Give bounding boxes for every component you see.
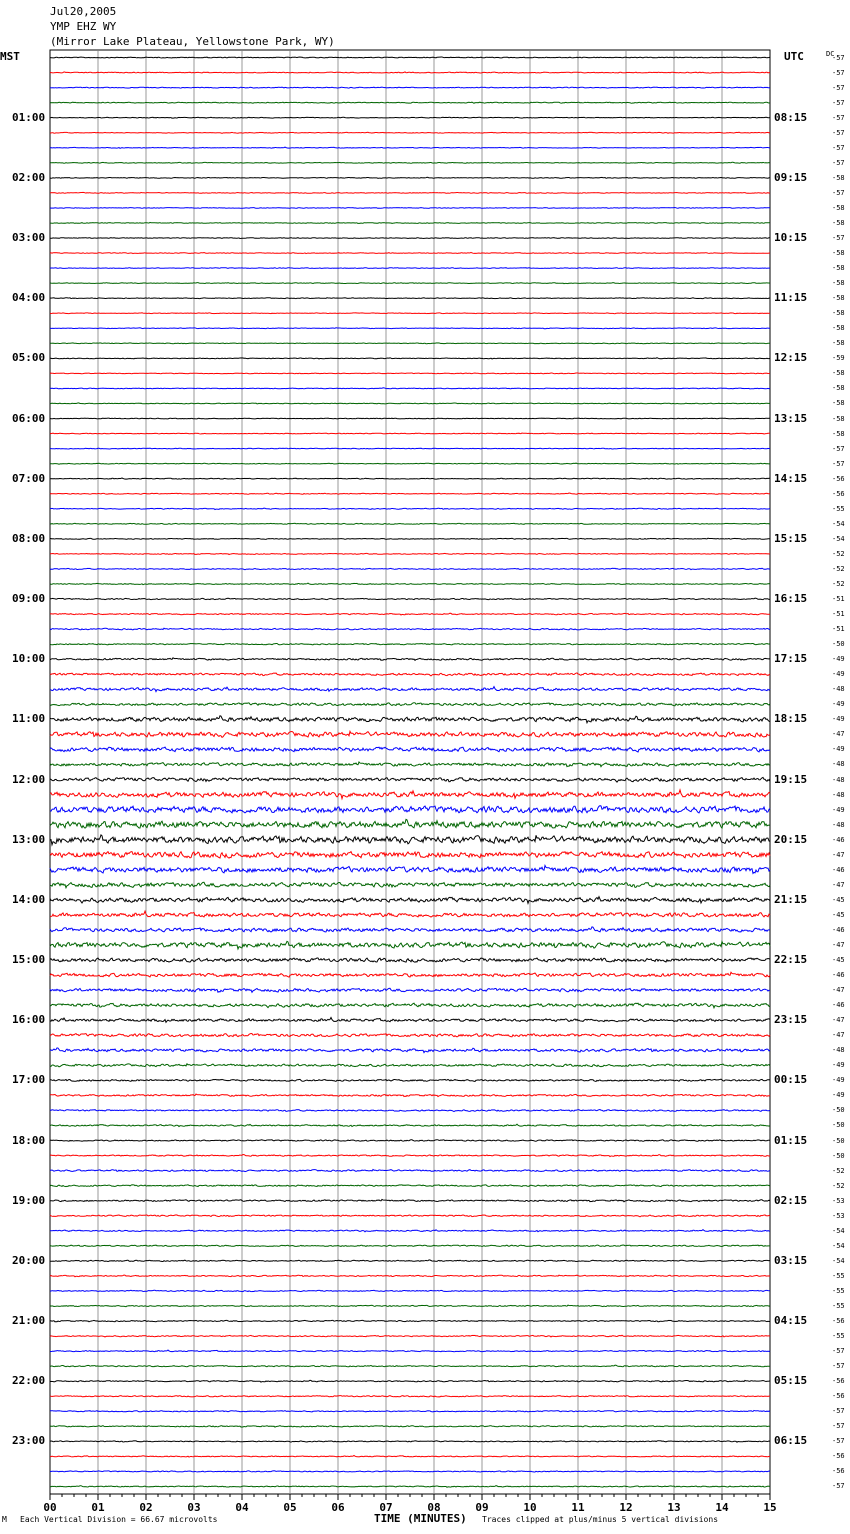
dc-offset-label: -58 <box>832 369 845 378</box>
dc-offset-label: -49 <box>832 1076 845 1085</box>
left-timezone-label: MST <box>0 50 20 63</box>
dc-offset-label: -50 <box>832 1136 845 1145</box>
dc-offset-label: -49 <box>832 1061 845 1070</box>
dc-offset-label: -56 <box>832 474 845 483</box>
dc-offset-label: -57 <box>832 68 845 77</box>
mst-hour-label: 17:00 <box>12 1073 46 1087</box>
trace-line <box>50 598 770 600</box>
mst-hour-label: 13:00 <box>12 832 46 846</box>
mst-hour-label: 04:00 <box>12 291 46 305</box>
trace-line <box>50 1064 770 1067</box>
dc-offset-label: -46 <box>832 835 845 844</box>
utc-hour-label: 03:15 <box>774 1253 808 1267</box>
trace-line <box>50 790 770 799</box>
x-tick-label: 11 <box>571 1501 585 1514</box>
dc-offset-label: -47 <box>832 880 845 889</box>
trace-line <box>50 1350 770 1352</box>
dc-offset-label: -55 <box>832 1301 845 1310</box>
trace-line <box>50 613 770 615</box>
dc-offset-label: -56 <box>832 1317 845 1326</box>
trace-line <box>50 373 770 374</box>
trace-line <box>50 1320 770 1321</box>
dc-offset-label: -58 <box>832 173 845 182</box>
dc-offset-label: -52 <box>832 564 845 573</box>
trace-line <box>50 835 770 845</box>
dc-offset-label: -46 <box>832 865 845 874</box>
dc-offset-label: -56 <box>832 1452 845 1461</box>
dc-offset-label: -57 <box>832 158 845 167</box>
utc-hour-label: 13:15 <box>774 411 808 425</box>
x-tick-label: 09 <box>475 1501 489 1514</box>
mst-hour-label: 12:00 <box>12 772 46 786</box>
trace-line <box>50 1290 770 1291</box>
trace-line <box>50 283 770 284</box>
dc-offset-label: -52 <box>832 549 845 558</box>
trace-line <box>50 1034 770 1037</box>
trace-line <box>50 478 770 479</box>
trace-line <box>50 583 770 585</box>
utc-hour-label: 02:15 <box>774 1193 808 1207</box>
dc-offset-label: -52 <box>832 1181 845 1190</box>
trace-line <box>50 147 770 148</box>
trace-line <box>50 403 770 404</box>
dc-offset-label: -58 <box>832 218 845 227</box>
x-tick-label: 01 <box>91 1501 105 1514</box>
trace-line <box>50 972 770 977</box>
dc-offset-label: -56 <box>832 1392 845 1401</box>
utc-hour-label: 14:15 <box>774 471 808 485</box>
dc-offset-label: -48 <box>832 790 845 799</box>
trace-line <box>50 819 770 828</box>
dc-offset-label: -50 <box>832 640 845 649</box>
trace-line <box>50 1441 770 1442</box>
mst-hour-label: 09:00 <box>12 592 46 606</box>
dc-offset-label: -54 <box>832 534 845 543</box>
trace-line <box>50 658 770 661</box>
mst-hour-label: 05:00 <box>12 351 46 365</box>
trace-line <box>50 1275 770 1277</box>
x-tick-label: 15 <box>763 1501 777 1514</box>
dc-offset-label: -58 <box>832 309 845 318</box>
trace-line <box>50 298 770 299</box>
trace-line <box>50 72 770 73</box>
trace-line <box>50 687 770 692</box>
right-timezone-label: UTC <box>784 50 804 63</box>
dc-offset-label: -46 <box>832 925 845 934</box>
mst-hour-label: 19:00 <box>12 1193 46 1207</box>
dc-offset-label: -54 <box>832 519 845 528</box>
trace-line <box>50 927 770 932</box>
trace-line <box>50 523 770 524</box>
trace-line <box>50 762 770 767</box>
trace-line <box>50 1335 770 1337</box>
trace-line <box>50 1215 770 1217</box>
utc-hour-label: 12:15 <box>774 351 808 365</box>
mst-hour-label: 02:00 <box>12 170 46 184</box>
dc-offset-label: -58 <box>832 399 845 408</box>
utc-hour-label: 22:15 <box>774 953 808 967</box>
dc-offset-label: -49 <box>832 700 845 709</box>
trace-line <box>50 1260 770 1262</box>
dc-header-label: DC <box>826 50 835 58</box>
dc-offset-label: -57 <box>832 459 845 468</box>
dc-offset-label: -58 <box>832 203 845 212</box>
dc-offset-label: -50 <box>832 1151 845 1160</box>
dc-offset-label: -48 <box>832 760 845 769</box>
mst-hour-label: 06:00 <box>12 411 46 425</box>
dc-offset-label: -58 <box>832 279 845 288</box>
dc-offset-label: -58 <box>832 429 845 438</box>
utc-hour-label: 20:15 <box>774 832 808 846</box>
dc-offset-label: -57 <box>832 53 845 62</box>
trace-line <box>50 958 770 962</box>
dc-offset-label: -48 <box>832 820 845 829</box>
dc-offset-label: -54 <box>832 1256 845 1265</box>
trace-line <box>50 222 770 223</box>
date-label: Jul20,2005 <box>50 5 117 18</box>
utc-hour-label: 19:15 <box>774 772 808 786</box>
trace-line <box>50 806 770 813</box>
trace-line <box>50 177 770 178</box>
trace-line <box>50 1124 770 1126</box>
dc-offset-label: -57 <box>832 1482 845 1491</box>
dc-offset-label: -58 <box>832 324 845 333</box>
mst-hour-label: 21:00 <box>12 1314 46 1328</box>
dc-offset-label: -51 <box>832 595 845 604</box>
trace-line <box>50 897 770 904</box>
trace-line <box>50 1305 770 1307</box>
mst-hour-label: 03:00 <box>12 231 46 245</box>
dc-offset-label: -57 <box>832 83 845 92</box>
trace-line <box>50 1396 770 1397</box>
trace-line <box>50 731 770 737</box>
trace-line <box>50 1003 770 1008</box>
trace-line <box>50 988 770 992</box>
dc-offset-label: -49 <box>832 1091 845 1100</box>
dc-offset-label: -45 <box>832 956 845 965</box>
x-tick-label: 07 <box>379 1501 393 1514</box>
trace-line <box>50 1155 770 1157</box>
mst-hour-label: 20:00 <box>12 1253 46 1267</box>
trace-line <box>50 117 770 118</box>
dc-offset-label: -57 <box>832 1437 845 1446</box>
dc-offset-label: -52 <box>832 579 845 588</box>
mst-hour-label: 08:00 <box>12 531 46 545</box>
x-tick-label: 05 <box>283 1501 297 1514</box>
dc-offset-label: -57 <box>832 1407 845 1416</box>
dc-offset-label: -49 <box>832 805 845 814</box>
dc-offset-label: -51 <box>832 610 845 619</box>
dc-offset-label: -58 <box>832 264 845 273</box>
trace-line <box>50 1018 770 1023</box>
dc-offset-label: -50 <box>832 1121 845 1130</box>
x-tick-label: 13 <box>667 1501 681 1514</box>
mst-hour-label: 15:00 <box>12 953 46 967</box>
dc-offset-label: -57 <box>832 143 845 152</box>
trace-line <box>50 1245 770 1247</box>
utc-hour-label: 16:15 <box>774 592 808 606</box>
dc-offset-label: -55 <box>832 1271 845 1280</box>
trace-line <box>50 703 770 706</box>
trace-line <box>50 102 770 103</box>
utc-hour-label: 23:15 <box>774 1013 808 1027</box>
trace-line <box>50 553 770 554</box>
trace-line <box>50 1094 770 1097</box>
dc-offset-label: -48 <box>832 1046 845 1055</box>
trace-line <box>50 343 770 344</box>
trace-line <box>50 911 770 917</box>
dc-offset-label: -53 <box>832 1211 845 1220</box>
plot-frame <box>50 50 770 1494</box>
dc-offset-label: -58 <box>832 414 845 423</box>
dc-offset-label: -57 <box>832 1422 845 1431</box>
mst-hour-label: 22:00 <box>12 1374 46 1388</box>
dc-offset-label: -57 <box>832 113 845 122</box>
x-tick-label: 04 <box>235 1501 249 1514</box>
dc-offset-label: -58 <box>832 249 845 258</box>
dc-offset-label: -56 <box>832 1467 845 1476</box>
dc-offset-label: -49 <box>832 745 845 754</box>
trace-line <box>50 1410 770 1412</box>
trace-line <box>50 493 770 494</box>
dc-offset-label: -50 <box>832 1106 845 1115</box>
trace-line <box>50 673 770 676</box>
dc-offset-label: -59 <box>832 354 845 363</box>
utc-hour-label: 09:15 <box>774 170 808 184</box>
trace-line <box>50 508 770 509</box>
trace-line <box>50 1170 770 1172</box>
utc-hour-label: 10:15 <box>774 231 808 245</box>
dc-offset-label: -52 <box>832 1166 845 1175</box>
trace-line <box>50 747 770 752</box>
trace-line <box>50 852 770 859</box>
dc-offset-label: -58 <box>832 384 845 393</box>
trace-line <box>50 328 770 329</box>
dc-offset-label: -49 <box>832 670 845 679</box>
trace-line <box>50 1199 770 1201</box>
utc-hour-label: 21:15 <box>774 892 808 906</box>
utc-hour-label: 15:15 <box>774 531 808 545</box>
utc-hour-label: 05:15 <box>774 1374 808 1388</box>
x-tick-label: 02 <box>139 1501 153 1514</box>
dc-offset-label: -57 <box>832 98 845 107</box>
clip-note: Traces clipped at plus/minus 5 vertical divisions <box>482 1515 719 1524</box>
trace-line <box>50 388 770 389</box>
utc-hour-label: 01:15 <box>774 1133 808 1147</box>
x-tick-label: 10 <box>523 1501 537 1514</box>
dc-offset-label: -47 <box>832 1031 845 1040</box>
dc-offset-label: -57 <box>832 234 845 243</box>
mst-hour-label: 11:00 <box>12 712 46 726</box>
mst-hour-label: 10:00 <box>12 652 46 666</box>
trace-line <box>50 57 770 58</box>
utc-hour-label: 08:15 <box>774 110 808 124</box>
x-tick-label: 14 <box>715 1501 729 1514</box>
trace-line <box>50 1365 770 1367</box>
trace-line <box>50 777 770 782</box>
trace-line <box>50 162 770 163</box>
dc-offset-label: -57 <box>832 128 845 137</box>
dc-offset-label: -58 <box>832 294 845 303</box>
trace-line <box>50 1230 770 1232</box>
mst-hour-label: 23:00 <box>12 1434 46 1448</box>
trace-line <box>50 358 770 359</box>
trace-line <box>50 941 770 949</box>
utc-hour-label: 06:15 <box>774 1434 808 1448</box>
dc-offset-label: -49 <box>832 655 845 664</box>
trace-line <box>50 463 770 464</box>
trace-line <box>50 1079 770 1081</box>
dc-offset-label: -54 <box>832 1241 845 1250</box>
utc-hour-label: 17:15 <box>774 652 808 666</box>
trace-line <box>50 716 770 723</box>
trace-line <box>50 882 770 888</box>
dc-offset-label: -47 <box>832 730 845 739</box>
trace-line <box>50 1048 770 1053</box>
x-axis-title: TIME (MINUTES) <box>374 1512 467 1525</box>
dc-offset-label: -55 <box>832 1332 845 1341</box>
trace-line <box>50 866 770 874</box>
dc-offset-label: -57 <box>832 444 845 453</box>
x-tick-label: 03 <box>187 1501 201 1514</box>
trace-line <box>50 313 770 314</box>
x-tick-label: 08 <box>427 1501 441 1514</box>
dc-offset-label: -48 <box>832 775 845 784</box>
dc-offset-label: -57 <box>832 188 845 197</box>
trace-line <box>50 538 770 539</box>
dc-offset-label: -56 <box>832 489 845 498</box>
dc-offset-label: -47 <box>832 986 845 995</box>
trace-line <box>50 252 770 253</box>
dc-offset-label: -45 <box>832 895 845 904</box>
mst-hour-label: 14:00 <box>12 892 46 906</box>
dc-offset-label: -47 <box>832 850 845 859</box>
dc-offset-label: -57 <box>832 1347 845 1356</box>
dc-offset-label: -55 <box>832 504 845 513</box>
trace-line <box>50 238 770 239</box>
trace-line <box>50 568 770 570</box>
trace-line <box>50 1426 770 1427</box>
dc-offset-label: -56 <box>832 1377 845 1386</box>
dc-offset-label: -46 <box>832 1001 845 1010</box>
trace-line <box>50 1185 770 1187</box>
dc-offset-label: -48 <box>832 685 845 694</box>
dc-offset-label: -54 <box>832 1226 845 1235</box>
dc-offset-label: -49 <box>832 715 845 724</box>
dc-offset-label: -58 <box>832 339 845 348</box>
utc-hour-label: 18:15 <box>774 712 808 726</box>
trace-line <box>50 628 770 630</box>
trace-line <box>50 268 770 269</box>
dc-offset-label: -45 <box>832 910 845 919</box>
trace-line <box>50 1380 770 1382</box>
trace-line <box>50 643 770 645</box>
dc-offset-label: -46 <box>832 971 845 980</box>
utc-hour-label: 11:15 <box>774 291 808 305</box>
mst-hour-label: 18:00 <box>12 1133 46 1147</box>
trace-line <box>50 1140 770 1142</box>
dc-offset-label: -47 <box>832 940 845 949</box>
trace-line <box>50 1471 770 1472</box>
trace-line <box>50 433 770 434</box>
mst-hour-label: 01:00 <box>12 110 46 124</box>
trace-line <box>50 1486 770 1488</box>
mst-hour-label: 07:00 <box>12 471 46 485</box>
location-label: (Mirror Lake Plateau, Yellowstone Park, WY) <box>50 35 335 48</box>
x-tick-label: 06 <box>331 1501 345 1514</box>
x-tick-label: 12 <box>619 1501 633 1514</box>
x-tick-label: 00 <box>43 1501 57 1514</box>
dc-offset-label: -55 <box>832 1286 845 1295</box>
utc-hour-label: 00:15 <box>774 1073 808 1087</box>
trace-line <box>50 1110 770 1112</box>
trace-line <box>50 448 770 449</box>
dc-offset-label: -51 <box>832 625 845 634</box>
trace-line <box>50 87 770 88</box>
trace-line <box>50 132 770 133</box>
dc-offset-label: -57 <box>832 1362 845 1371</box>
trace-line <box>50 208 770 209</box>
station-label: YMP EHZ WY <box>50 20 117 33</box>
dc-offset-label: -47 <box>832 1016 845 1025</box>
trace-line <box>50 1456 770 1458</box>
trace-line <box>50 418 770 419</box>
corner-mark: M <box>2 1515 7 1524</box>
mst-hour-label: 16:00 <box>12 1013 46 1027</box>
trace-line <box>50 192 770 193</box>
scale-note: Each Vertical Division = 66.67 microvolts <box>20 1515 218 1524</box>
dc-offset-label: -53 <box>832 1196 845 1205</box>
utc-hour-label: 04:15 <box>774 1314 808 1328</box>
